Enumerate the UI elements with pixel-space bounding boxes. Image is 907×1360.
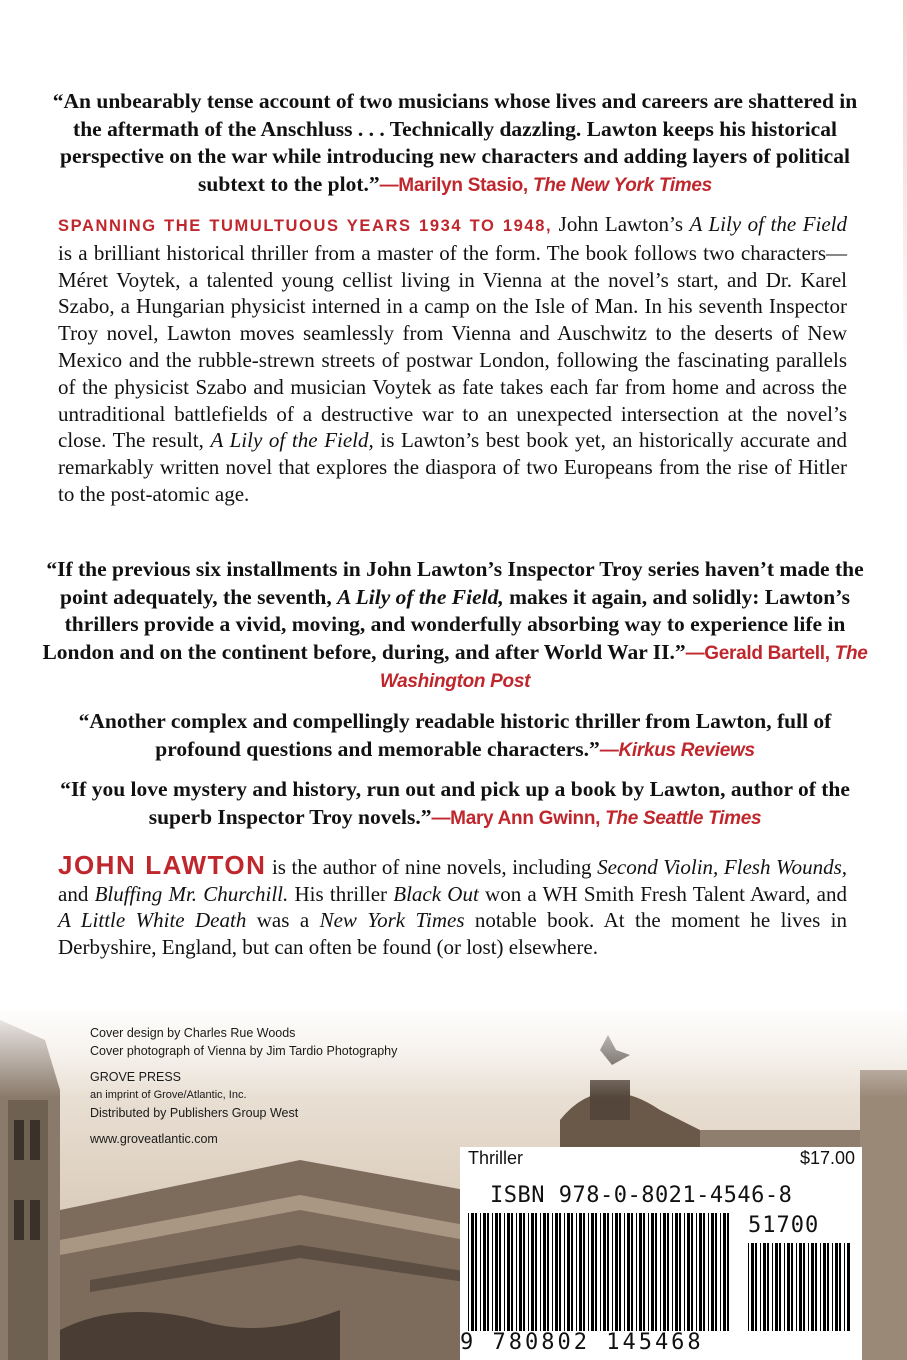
barcode-bar (547, 1213, 549, 1331)
barcode-bar (767, 1243, 769, 1331)
price-label: $17.00 (799, 1148, 855, 1168)
barcode-bar (760, 1243, 761, 1331)
barcode-bar (660, 1213, 661, 1331)
barcode-bar (516, 1213, 517, 1331)
barcode-bar (667, 1213, 669, 1331)
barcode-bar (540, 1213, 541, 1331)
barcode-bar (559, 1213, 561, 1331)
barcode-bar (543, 1213, 546, 1331)
author-bio: JOHN LAWTON is the author of nine novels, including Second Violin, Flesh Wounds, and Bluffing Mr. Churchill. His thriller Black Out won a WH Smith Fresh Talent Award, and A Little White Death was a New York Times notable book. At the moment he lives in Derbyshire, England, but can often be found (or lost) elsewhere. (58, 850, 848, 959)
distributor: Distributed by Publishers Group West (90, 1106, 299, 1120)
barcode-bar (708, 1213, 709, 1331)
barcode-bar (820, 1243, 821, 1331)
barcode-bar (523, 1213, 525, 1331)
barcode-bar (624, 1213, 625, 1331)
barcode-bar (607, 1213, 609, 1331)
barcode-bar (844, 1243, 845, 1331)
barcode-bar (784, 1243, 785, 1331)
review-quote-washington-post: “If the previous six installments in John Lawton’s Inspector Troy series haven’t made the point adequately, the seventh, A Lily of the Field, makes it again, and solidly: Lawton’s thrillers provide a vivid, moving, and wonderfully absorbing way to experience life in London and on the continent before, during, and after World War II.”—Gerald Bartell, The Washington Post (42, 557, 868, 692)
barcode-bar (615, 1213, 618, 1331)
barcode-bar (748, 1243, 749, 1331)
barcode-bar (471, 1213, 474, 1331)
genre-label: Thriller (468, 1148, 524, 1168)
barcode-bar (648, 1213, 649, 1331)
review-quote-kirkus: “Another complex and compellingly readable historic thriller from Lawton, full of profound questions and memorable characters.”—Kirkus Reviews (78, 709, 832, 761)
price-addon-code: 51700 (748, 1213, 820, 1238)
barcode-bar (811, 1243, 814, 1331)
barcode-bar (823, 1243, 826, 1331)
barcode-bar (603, 1213, 606, 1331)
barcode-digits: 9 780802 145468 (460, 1330, 704, 1355)
barcode-bar (796, 1243, 797, 1331)
barcode-bar (528, 1213, 529, 1331)
barcode-bar (600, 1213, 601, 1331)
barcode-bar (468, 1213, 469, 1331)
book-summary: SPANNING THE TUMULTUOUS YEARS 1934 TO 1948, John Lawton’s A Lily of the Field is a brilliant historical thriller from a master of the form. The book follows two characters—Méret Voytek, a talented young cellist living in Vienna at the novel’s start, and Dr. Karel Szabo, a Hungarian physicist interned in a camp on the Isle of Man. In his seventh Inspector Troy novel, Lawton moves seamlessly from Vienna and Auschwitz to the deserts of New Mexico and the rubble-strewn streets of postwar London, following the fascinating parallels of the physicist Szabo and musician Voytek as fate takes each far from home and across the untraditional battlefields of a destructive war to an unexpected intersection at the novel’s close. The result, A Lily of the Field, is Lawton’s best book yet, an historically accurate and remarkably written novel that explores the diaspora of two Europeans from the rise of Hitler to the post-atomic age. (58, 212, 848, 506)
barcode-bar (627, 1213, 630, 1331)
barcode-bar (720, 1213, 721, 1331)
barcode-bar (847, 1243, 850, 1331)
barcode-bar (723, 1213, 726, 1331)
publisher-imprint: an imprint of Grove/Atlantic, Inc. (90, 1089, 247, 1101)
author-name: JOHN LAWTON (58, 850, 267, 880)
barcode-bar (576, 1213, 577, 1331)
barcode-bar (636, 1213, 637, 1331)
barcode-bar (535, 1213, 537, 1331)
barcode-bar (727, 1213, 729, 1331)
review-quote-seattle-times: “If you love mystery and history, run out and pick up a book by Lawton, author of the superb Inspector Troy novels.”—Mary Ann Gwinn, The Seattle Times (60, 777, 850, 829)
barcode-bar (571, 1213, 573, 1331)
barcode-bar (480, 1213, 481, 1331)
barcode-bar (755, 1243, 757, 1331)
publisher-name: GROVE PRESS (90, 1070, 181, 1084)
barcode-bar (691, 1213, 693, 1331)
barcode-bar (803, 1243, 805, 1331)
barcode-bar (715, 1213, 717, 1331)
barcode-bar (672, 1213, 673, 1331)
barcode-bar (552, 1213, 553, 1331)
barcode-bar (772, 1243, 773, 1331)
cover-photo-credit: Cover photograph of Vienna by Jim Tardio Photography (90, 1044, 398, 1058)
barcode-bar (779, 1243, 781, 1331)
barcode-addon-bars (748, 1243, 852, 1331)
barcode-bar (511, 1213, 513, 1331)
barcode-bar (519, 1213, 522, 1331)
barcode-bar (507, 1213, 510, 1331)
barcode-bar (687, 1213, 690, 1331)
isbn-text: ISBN 978-0-8021-4546-8 (490, 1183, 793, 1208)
barcode-bar (663, 1213, 666, 1331)
barcode-bar (487, 1213, 489, 1331)
barcode-bar (588, 1213, 589, 1331)
barcode-bar (703, 1213, 705, 1331)
barcode-bar (763, 1243, 766, 1331)
barcode-bar (775, 1243, 778, 1331)
barcode-bar (655, 1213, 657, 1331)
barcode-main-bars (468, 1213, 732, 1331)
barcode-bar (815, 1243, 817, 1331)
barcode-bar (555, 1213, 558, 1331)
barcode-bar (832, 1243, 833, 1331)
barcode-bar (639, 1213, 642, 1331)
barcode-bar (651, 1213, 654, 1331)
quote-attribution: —Kirkus Reviews (599, 739, 755, 761)
barcode-bar (591, 1213, 594, 1331)
barcode-bar (675, 1213, 678, 1331)
barcode-bar (696, 1213, 697, 1331)
barcode-bar (531, 1213, 534, 1331)
barcode-bar (787, 1243, 790, 1331)
barcode-bar (711, 1213, 714, 1331)
barcode-bar (643, 1213, 645, 1331)
barcode-bar (492, 1213, 493, 1331)
barcode-bar (475, 1213, 477, 1331)
barcode-bar (791, 1243, 793, 1331)
barcode-bar (827, 1243, 829, 1331)
barcode-bar (499, 1213, 501, 1331)
barcode-bar (751, 1243, 754, 1331)
cover-credits (90, 1024, 510, 1148)
cover-edge (903, 0, 907, 380)
barcode-bar (564, 1213, 565, 1331)
barcode-bar (483, 1213, 486, 1331)
cover-design-credit: Cover design by Charles Rue Woods (90, 1026, 296, 1040)
barcode-bar (835, 1243, 838, 1331)
barcode-bar (595, 1213, 597, 1331)
barcode-bar (839, 1243, 841, 1331)
barcode-bar (612, 1213, 613, 1331)
barcode-bar (495, 1213, 498, 1331)
quote-attribution: —Gerald Bartell, The Washington Post (379, 642, 868, 692)
barcode-bar (684, 1213, 685, 1331)
barcode-bar (619, 1213, 621, 1331)
barcode-bar (699, 1213, 702, 1331)
quote-attribution: —Mary Ann Gwinn, The Seattle Times (431, 807, 762, 829)
barcode-bar (631, 1213, 633, 1331)
barcode-bar (579, 1213, 582, 1331)
review-quote-nyt: “An unbearably tense account of two musicians whose lives and careers are shattered in the aftermath of the Anschluss . . . Technically dazzling. Lawton keeps his historical perspective on the war while introducing new characters and adding layers of political subtext to the plot.”—Marilyn Stasio, The New York Times (52, 89, 858, 196)
barcode-bar (679, 1213, 681, 1331)
quote-attribution: —Marilyn Stasio, The New York Times (379, 174, 712, 196)
publisher-website[interactable]: www.groveatlantic.com (90, 1132, 218, 1146)
barcode-bar (583, 1213, 585, 1331)
barcode-bar (808, 1243, 809, 1331)
barcode-bar (504, 1213, 505, 1331)
barcode-bar (567, 1213, 570, 1331)
barcode-panel (460, 1147, 862, 1360)
barcode-bar (799, 1243, 802, 1331)
